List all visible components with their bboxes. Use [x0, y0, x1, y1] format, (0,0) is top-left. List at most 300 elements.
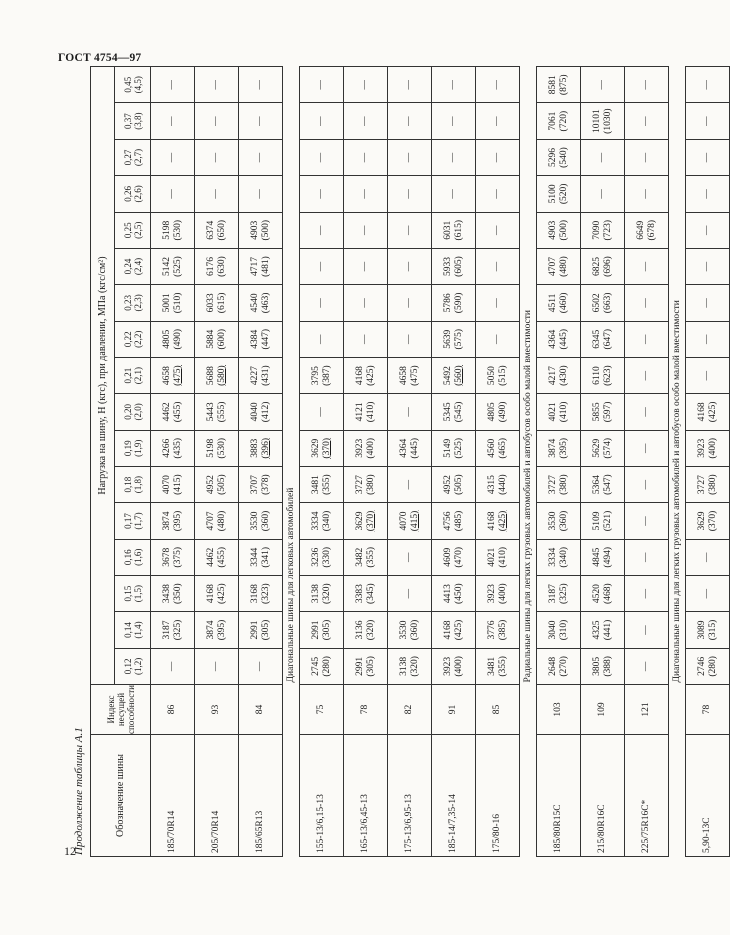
load-kgf: (431) — [260, 365, 271, 386]
load-newtons: 4511 — [548, 293, 558, 313]
load-newtons: — — [492, 261, 503, 272]
load-value-cell — [625, 285, 669, 321]
load-newtons: 5855 — [592, 402, 602, 422]
load-newtons: 4364 — [548, 329, 558, 349]
load-newtons: — — [404, 552, 415, 563]
load-newtons: — — [641, 443, 652, 454]
load-value-cell — [476, 321, 520, 357]
load-kgf: (475) — [409, 365, 420, 386]
load-newtons: — — [404, 152, 415, 163]
load-newtons: 4658 — [162, 366, 172, 386]
load-kgf: (395) — [216, 619, 227, 641]
load-newtons: 5345 — [443, 402, 453, 422]
load-value-cell — [239, 321, 283, 357]
load-newtons: 4168 — [443, 620, 453, 640]
load-newtons: — — [702, 225, 713, 235]
page-number: 12 — [64, 844, 76, 858]
load-value-cell — [195, 430, 239, 466]
tire-designation: 175/80-16 — [476, 735, 520, 857]
load-value-cell — [432, 212, 476, 248]
load-newtons: — — [597, 189, 608, 199]
load-value-cell — [581, 394, 625, 430]
load-newtons: 3481 — [311, 475, 321, 495]
load-newtons: 4462 — [162, 402, 172, 422]
load-value-cell — [300, 575, 344, 611]
pressure-header — [115, 612, 151, 648]
load-value-cell — [388, 357, 432, 393]
load-kgf: (490) — [497, 401, 508, 423]
section-heading-text: Радиальные шины для легких грузовых автомобилей и автобусов особо малой вместимости — [522, 309, 533, 683]
load-newtons: 3187 — [162, 620, 172, 640]
load-value-cell — [432, 612, 476, 648]
load-value-cell — [344, 539, 388, 575]
load-value-cell — [686, 612, 730, 648]
table-row — [432, 67, 476, 857]
load-kgf: (530) — [172, 219, 183, 241]
load-kgf: (875) — [558, 74, 569, 96]
load-newtons: 3923 — [355, 438, 365, 458]
load-value-cell — [686, 394, 730, 430]
table-row — [151, 67, 195, 857]
load-value-cell — [388, 648, 432, 684]
tire-designation: 5,90-13С — [686, 735, 730, 857]
load-newtons: 4609 — [443, 547, 453, 567]
load-value-cell — [476, 648, 520, 684]
header-load-index: Индекс несущей способности — [91, 685, 151, 735]
load-newtons: 3530 — [548, 511, 558, 531]
load-newtons: — — [641, 479, 652, 490]
load-newtons: — — [702, 552, 713, 563]
load-value-cell — [239, 285, 283, 321]
load-value-cell — [388, 176, 432, 212]
load-kgf: (425) — [497, 510, 508, 532]
load-kgf: (510) — [172, 292, 183, 314]
load-kgf: (380) — [707, 474, 718, 495]
load-value-cell — [686, 503, 730, 539]
tire-designation: 155-13/6,15-13 — [300, 735, 344, 857]
load-newtons: 3136 — [355, 620, 365, 640]
tire-designation: 185-14/7,35-14 — [432, 735, 476, 857]
load-newtons: — — [492, 225, 503, 235]
load-kgf: (370) — [365, 510, 376, 532]
pressure-header — [115, 103, 151, 139]
load-newtons: — — [448, 152, 459, 163]
load-kgf: (515) — [497, 365, 508, 386]
pressure-label: 0,15 — [122, 585, 133, 602]
load-value-cell — [151, 176, 195, 212]
load-kgf: (450) — [453, 583, 464, 604]
pressure-label: 0,25 — [122, 222, 133, 239]
load-value-cell — [537, 466, 581, 502]
load-newtons: — — [492, 298, 503, 308]
load-value-cell — [239, 575, 283, 611]
load-newtons: — — [316, 298, 327, 308]
load-value-cell — [686, 648, 730, 684]
load-value-cell — [388, 503, 432, 539]
pressure-label: (2,6) — [132, 185, 143, 203]
load-newtons: 5142 — [162, 257, 172, 277]
load-kgf: (630) — [216, 256, 227, 277]
load-kgf: (597) — [602, 401, 613, 423]
load-newtons: 5629 — [592, 438, 602, 458]
load-value-cell — [344, 430, 388, 466]
load-value-cell — [537, 212, 581, 248]
load-value-cell — [344, 357, 388, 393]
table-row — [581, 67, 625, 857]
load-newtons: 3678 — [162, 547, 172, 567]
load-kgf: (525) — [172, 256, 183, 277]
load-value-cell — [432, 321, 476, 357]
load-newtons: 2648 — [548, 656, 558, 676]
load-value-cell — [388, 139, 432, 175]
load-newtons: 3334 — [548, 547, 558, 567]
load-newtons: 3138 — [399, 656, 409, 676]
load-value-cell — [388, 212, 432, 248]
load-value-cell — [537, 357, 581, 393]
load-index: 109 — [581, 685, 625, 735]
load-index: 78 — [344, 685, 388, 735]
load-value-cell — [388, 248, 432, 284]
load-kgf: (310) — [558, 619, 569, 641]
load-value-cell — [537, 539, 581, 575]
load-newtons: 4315 — [487, 475, 497, 495]
load-kgf: (470) — [453, 547, 464, 568]
load-kgf: (315) — [707, 619, 718, 641]
load-newtons: — — [211, 189, 222, 199]
load-index: 86 — [151, 685, 195, 735]
load-newtons: — — [492, 80, 503, 90]
load-value-cell — [151, 212, 195, 248]
load-index: 103 — [537, 685, 581, 735]
load-value-cell — [686, 67, 730, 103]
load-newtons: 5933 — [443, 257, 453, 277]
pressure-label: 0,22 — [122, 331, 133, 348]
load-kgf: (460) — [558, 292, 569, 314]
load-kgf: (490) — [172, 328, 183, 350]
load-value-cell — [432, 357, 476, 393]
load-newtons: 5001 — [162, 293, 172, 313]
load-value-cell — [686, 103, 730, 139]
pressure-header — [115, 176, 151, 212]
load-value-cell — [388, 430, 432, 466]
load-kgf: (415) — [172, 474, 183, 495]
load-value-cell — [300, 503, 344, 539]
load-value-cell — [151, 67, 195, 103]
load-value-cell — [300, 648, 344, 684]
load-value-cell — [300, 67, 344, 103]
load-newtons: 3482 — [355, 547, 365, 567]
load-kgf: (325) — [172, 619, 183, 641]
load-newtons: — — [404, 479, 415, 490]
load-index: 78 — [686, 685, 730, 735]
load-newtons: 5149 — [443, 438, 453, 458]
load-value-cell — [625, 248, 669, 284]
load-value-cell — [432, 430, 476, 466]
load-newtons: — — [641, 516, 652, 526]
load-value-cell — [537, 612, 581, 648]
load-newtons: 4520 — [592, 584, 602, 604]
load-value-cell — [625, 103, 669, 139]
load-value-cell — [581, 176, 625, 212]
section-heading — [283, 67, 300, 857]
load-value-cell — [151, 539, 195, 575]
load-kgf: (520) — [558, 183, 569, 205]
load-newtons: 4560 — [487, 438, 497, 458]
header-load-group: Нагрузка на шину, Н (кгс), при давлении, МПа (кгс/см²) — [91, 67, 115, 685]
load-newtons: 3187 — [548, 584, 558, 604]
load-value-cell — [625, 212, 669, 248]
load-newtons: — — [360, 116, 371, 126]
load-newtons: 4227 — [250, 366, 260, 386]
load-value-cell — [686, 430, 730, 466]
load-value-cell — [344, 212, 388, 248]
load-kgf: (325) — [558, 583, 569, 604]
load-value-cell — [195, 357, 239, 393]
load-newtons: — — [316, 334, 327, 344]
load-kgf: (380) — [365, 474, 376, 495]
load-newtons: 4021 — [548, 402, 558, 422]
load-newtons: — — [316, 407, 327, 417]
load-value-cell — [195, 103, 239, 139]
load-value-cell — [239, 612, 283, 648]
load-newtons: 4168 — [697, 402, 707, 422]
load-value-cell — [300, 539, 344, 575]
load-value-cell — [581, 321, 625, 357]
document-header: ГОСТ 4754—97 — [58, 52, 142, 64]
table-row — [388, 67, 432, 857]
load-kgf: (425) — [453, 619, 464, 641]
load-index: 85 — [476, 685, 520, 735]
table-row — [300, 67, 344, 857]
load-value-cell — [300, 357, 344, 393]
pressure-label: (2,0) — [132, 403, 143, 421]
load-value-cell — [625, 648, 669, 684]
pressure-label: 0,24 — [122, 258, 133, 275]
load-newtons: 6110 — [592, 366, 602, 385]
load-newtons: 7061 — [548, 111, 558, 131]
table-row — [625, 67, 669, 857]
section-heading — [520, 67, 537, 857]
load-newtons: — — [597, 80, 608, 90]
load-value-cell — [476, 248, 520, 284]
load-kgf: (560) — [453, 365, 464, 386]
load-kgf: (323) — [260, 583, 271, 604]
load-value-cell — [537, 285, 581, 321]
load-value-cell — [432, 67, 476, 103]
load-value-cell — [195, 503, 239, 539]
load-kgf: (481) — [260, 256, 271, 277]
pressure-label: 0,12 — [122, 658, 133, 675]
load-newtons: 3707 — [250, 475, 260, 495]
load-newtons: — — [211, 152, 222, 163]
load-newtons: 3923 — [443, 656, 453, 676]
load-kgf: (355) — [321, 474, 332, 495]
load-value-cell — [686, 285, 730, 321]
pressure-label: 0,21 — [122, 367, 133, 384]
load-newtons: 5296 — [548, 148, 558, 168]
pressure-label: (1,9) — [132, 439, 143, 457]
pressure-label: (2,3) — [132, 294, 143, 312]
load-newtons: — — [641, 189, 652, 199]
pressure-header — [115, 503, 151, 539]
load-value-cell — [537, 575, 581, 611]
load-newtons: 4070 — [399, 511, 409, 531]
load-value-cell — [625, 67, 669, 103]
load-value-cell — [476, 285, 520, 321]
load-value-cell — [239, 212, 283, 248]
load-kgf: (280) — [321, 656, 332, 677]
load-newtons: 6649 — [636, 220, 646, 240]
load-newtons: 4903 — [250, 220, 260, 240]
load-value-cell — [581, 575, 625, 611]
load-kgf: (494) — [602, 547, 613, 568]
load-kgf: (615) — [453, 219, 464, 241]
load-value-cell — [344, 575, 388, 611]
load-newtons: — — [641, 625, 652, 635]
load-newtons: — — [404, 225, 415, 235]
pressure-label: (1,5) — [132, 585, 143, 603]
load-value-cell — [686, 212, 730, 248]
load-kgf: (410) — [558, 401, 569, 423]
load-newtons: — — [448, 116, 459, 126]
load-kgf: (500) — [260, 219, 271, 241]
load-newtons: — — [316, 152, 327, 163]
load-value-cell — [344, 648, 388, 684]
load-newtons: — — [255, 152, 266, 163]
load-kgf: (480) — [558, 256, 569, 277]
load-newtons: 3138 — [311, 584, 321, 604]
load-kgf: (360) — [409, 619, 420, 641]
load-newtons: 4658 — [399, 366, 409, 386]
load-newtons: 5100 — [548, 184, 558, 204]
pressure-label: (2,5) — [132, 221, 143, 239]
tire-designation: 185/65R13 — [239, 735, 283, 857]
load-value-cell — [537, 394, 581, 430]
load-value-cell — [686, 466, 730, 502]
load-value-cell — [476, 139, 520, 175]
pressure-label: 0,17 — [122, 513, 133, 529]
pressure-label: (2,4) — [132, 257, 143, 276]
load-value-cell — [239, 466, 283, 502]
load-value-cell — [581, 539, 625, 575]
load-value-cell — [432, 285, 476, 321]
load-value-cell — [537, 648, 581, 684]
load-value-cell — [581, 248, 625, 284]
load-value-cell — [432, 176, 476, 212]
load-newtons: 3530 — [250, 511, 260, 531]
load-newtons: 4384 — [250, 329, 260, 349]
load-newtons: 3727 — [355, 475, 365, 495]
load-value-cell — [239, 357, 283, 393]
load-value-cell — [686, 139, 730, 175]
load-value-cell — [344, 176, 388, 212]
load-kgf: (330) — [321, 547, 332, 568]
load-index: 93 — [195, 685, 239, 735]
load-kgf: (425) — [216, 583, 227, 604]
load-newtons: 4040 — [250, 402, 260, 422]
load-newtons: — — [167, 152, 178, 163]
load-kgf: (270) — [558, 656, 569, 677]
pressure-label: 0,14 — [122, 622, 133, 638]
load-value-cell — [195, 212, 239, 248]
load-newtons: — — [448, 80, 459, 90]
load-value-cell — [239, 248, 283, 284]
load-kgf: (360) — [260, 510, 271, 532]
load-newtons: 2991 — [355, 656, 365, 676]
pressure-header — [115, 212, 151, 248]
load-value-cell — [388, 539, 432, 575]
load-kgf: (400) — [453, 656, 464, 677]
load-kgf: (387) — [321, 365, 332, 386]
load-value-cell — [432, 503, 476, 539]
load-value-cell — [300, 430, 344, 466]
load-newtons: — — [167, 116, 178, 126]
load-kgf: (280) — [707, 656, 718, 677]
load-newtons: 3236 — [311, 547, 321, 567]
load-newtons: 5050 — [487, 366, 497, 386]
pressure-header — [115, 357, 151, 393]
load-newtons: 3923 — [697, 438, 707, 458]
load-newtons: — — [641, 661, 652, 672]
load-newtons: 4266 — [162, 438, 172, 458]
load-value-cell — [388, 285, 432, 321]
load-kgf: (320) — [365, 619, 376, 641]
pressure-header — [115, 539, 151, 575]
load-kgf: (430) — [558, 365, 569, 386]
load-value-cell — [195, 575, 239, 611]
load-newtons: 2991 — [250, 620, 260, 640]
load-kgf: (395) — [172, 510, 183, 532]
load-newtons: 4325 — [592, 620, 602, 640]
load-value-cell — [344, 248, 388, 284]
load-newtons: 3629 — [311, 438, 321, 458]
pressure-label: 0,27 — [122, 149, 133, 166]
load-kgf: (378) — [260, 474, 271, 495]
load-value-cell — [625, 575, 669, 611]
load-newtons: — — [702, 152, 713, 163]
load-value-cell — [537, 248, 581, 284]
load-kgf: (663) — [602, 292, 613, 314]
load-kgf: (355) — [497, 656, 508, 677]
load-newtons: 3629 — [355, 511, 365, 531]
load-value-cell — [300, 139, 344, 175]
load-kgf: (396) — [260, 437, 271, 459]
load-newtons: 4805 — [162, 329, 172, 349]
pressure-label: (2,2) — [132, 330, 143, 348]
load-value-cell — [344, 503, 388, 539]
load-value-cell — [476, 67, 520, 103]
table-caption: Продолжение таблицы А.1 — [73, 727, 85, 855]
pressure-header — [115, 430, 151, 466]
load-value-cell — [239, 103, 283, 139]
load-value-cell — [625, 539, 669, 575]
load-kgf: (555) — [216, 401, 227, 423]
load-newtons: 2745 — [311, 656, 321, 676]
load-kgf: (455) — [172, 401, 183, 423]
pressure-label: (1,2) — [132, 657, 143, 675]
load-value-cell — [151, 321, 195, 357]
load-newtons: — — [702, 370, 713, 381]
load-value-cell — [151, 248, 195, 284]
load-value-cell — [151, 575, 195, 611]
load-kgf: (445) — [409, 437, 420, 459]
section-heading — [669, 67, 686, 857]
load-value-cell — [300, 612, 344, 648]
load-value-cell — [388, 575, 432, 611]
load-value-cell — [300, 248, 344, 284]
load-kgf: (540) — [558, 147, 569, 168]
load-index: 91 — [432, 685, 476, 735]
